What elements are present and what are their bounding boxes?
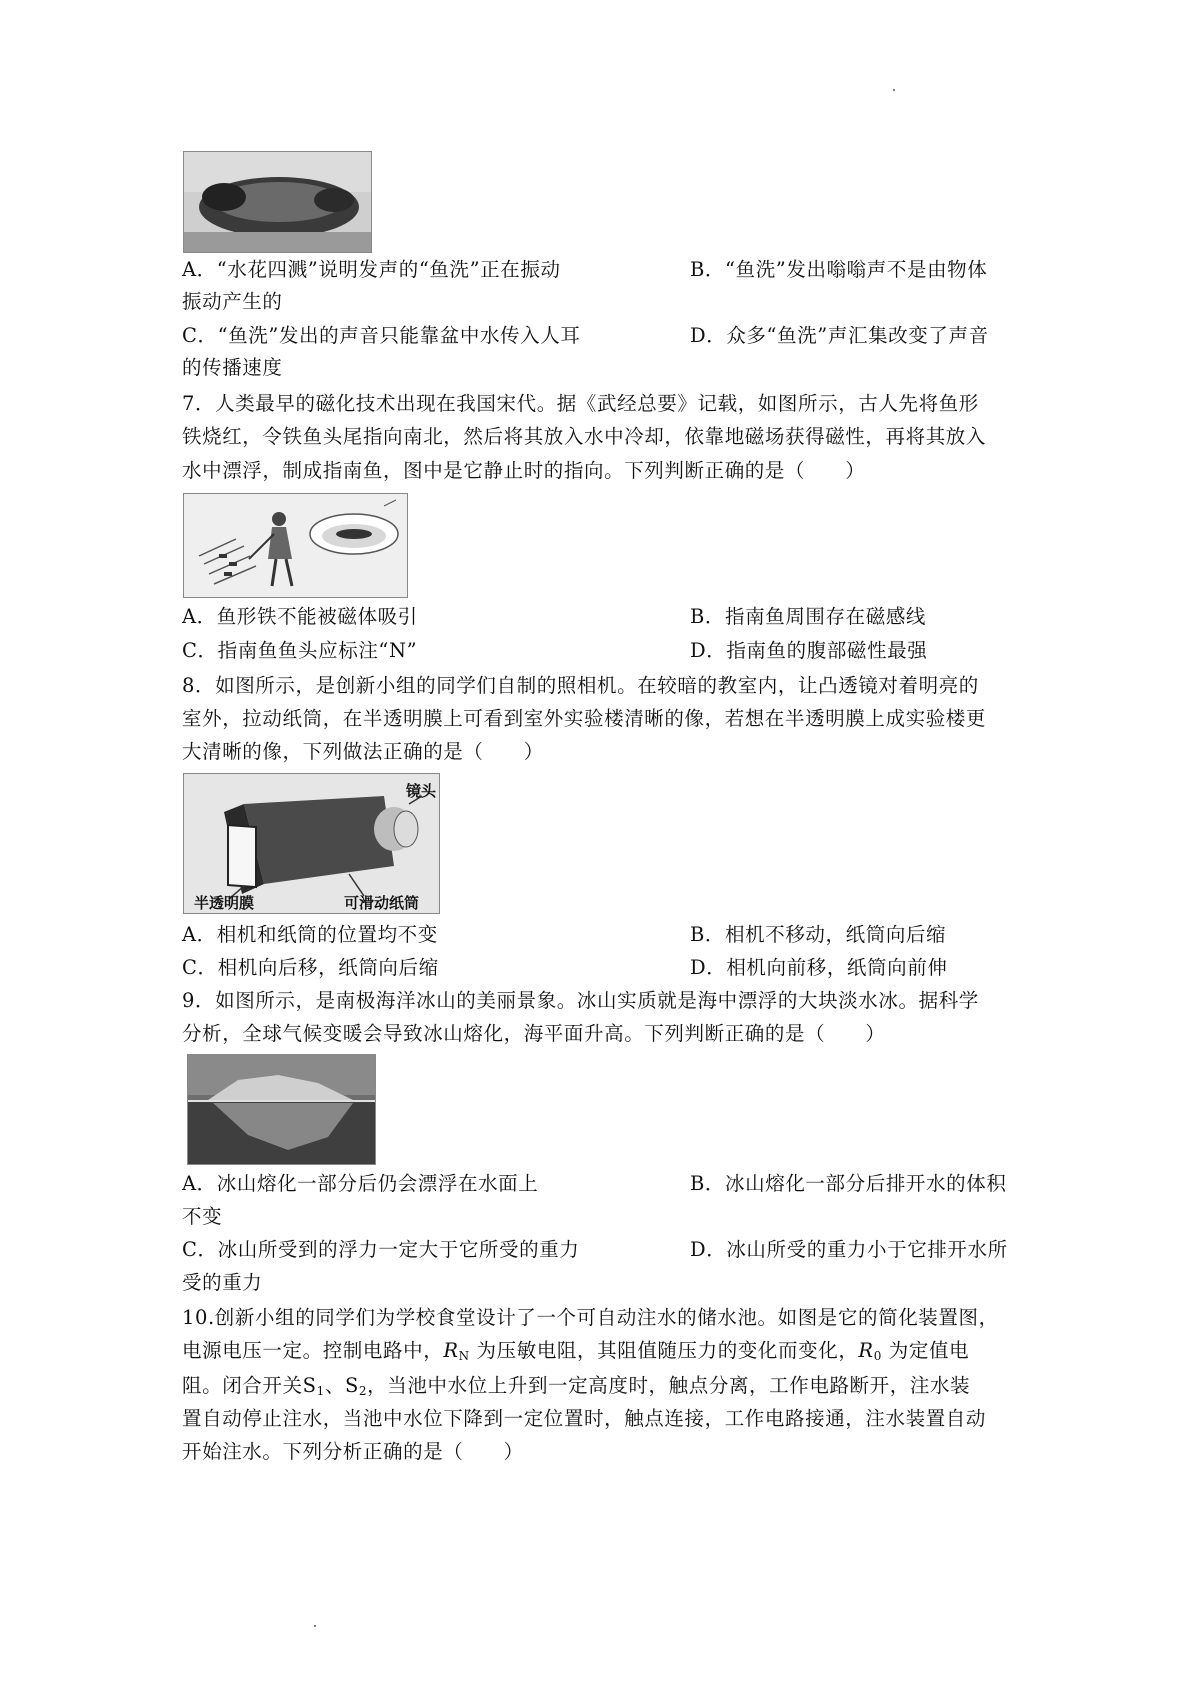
switch-separator: 、 — [324, 1374, 345, 1397]
q10-line3-end: ，当池中水位上升到一定高度时，触点分离，工作电路断开，注水装 — [367, 1374, 971, 1397]
q7-stem-line-1: 7．人类最早的磁化技术出现在我国宋代。据《武经总要》记载，如图所示，古人先将鱼形 — [182, 392, 979, 415]
q9-option-a: A．冰山熔化一部分后仍会漂浮在水面上 — [182, 1172, 539, 1195]
q8-option-c: C．相机向后移，纸筒向后缩 — [182, 956, 439, 979]
q7-option-d: D．指南鱼的腹部磁性最强 — [690, 639, 928, 662]
rn-symbol: R — [443, 1339, 459, 1362]
s1-subscript: 1 — [316, 1384, 325, 1398]
q9-stem-line-1: 9．如图所示，是南极海洋冰山的美丽景象。冰山实质就是海中漂浮的大块淡水冰。据科学 — [182, 989, 979, 1012]
fish-basin-photo — [183, 151, 372, 253]
q10-stem-line-4: 置自动停止注水，当池中水位下降到一定位置时，触点连接，工作电路接通，注水装置自动 — [182, 1407, 987, 1430]
q9-option-d: D．冰山所受的重力小于它排开水所 — [690, 1238, 1008, 1261]
q7-option-a: A．鱼形铁不能被磁体吸引 — [182, 605, 418, 628]
q10-line3-start: 阻。闭合开关 — [182, 1374, 303, 1397]
q6-option-b: B．“鱼洗”发出嗡嗡声不是由物体 — [690, 258, 988, 281]
q9-option-b: B．冰山熔化一部分后排开水的体积 — [690, 1172, 1007, 1195]
q6-option-d: D．众多“鱼洗”声汇集改变了声音 — [690, 324, 989, 347]
tube-label: 可滑动纸筒 — [344, 894, 420, 912]
q8-option-b: B．相机不移动，纸筒向后缩 — [690, 923, 947, 946]
s2-symbol: S — [344, 1374, 359, 1397]
q8-stem-line-1: 8．如图所示，是创新小组的同学们自制的照相机。在较暗的教室内，让凸透镜对着明亮的 — [182, 674, 979, 697]
q6-option-c: C．“鱼洗”发出的声音只能靠盆中水传入人耳 — [182, 324, 581, 347]
q7-option-c: C．指南鱼鱼头应标注“N” — [182, 639, 418, 662]
q10-stem-line-2 — [182, 1336, 969, 1371]
q9-option-d-continued: 受的重力 — [182, 1271, 263, 1294]
q6-option-b-continued: 振动产生的 — [182, 290, 283, 313]
r0-subscript: 0 — [873, 1349, 882, 1363]
iceberg-image — [188, 1055, 375, 1164]
q9-option-c: C．冰山所受到的浮力一定大于它所受的重力 — [182, 1238, 580, 1261]
homemade-camera-figure — [183, 773, 440, 914]
r0-symbol: R — [858, 1339, 874, 1362]
homemade-camera-image — [184, 774, 439, 913]
q8-option-a: A．相机和纸筒的位置均不变 — [182, 923, 438, 946]
q7-stem-line-3: 水中漂浮，制成指南鱼，图中是它静止时的指向。下列判断正确的是（ ） — [182, 459, 866, 482]
q10-line2-end: 为定值电 — [881, 1339, 970, 1362]
q7-option-b: B．指南鱼周围存在磁感线 — [690, 605, 927, 628]
q6-option-a: A．“水花四溅”说明发声的“鱼洗”正在振动 — [182, 258, 561, 281]
q8-stem-line-3: 大清晰的像，下列做法正确的是（ ） — [182, 740, 544, 763]
q7-stem-line-2: 铁烧红，令铁鱼头尾指向南北，然后将其放入水中冷却，依靠地磁场获得磁性，再将其放入 — [182, 425, 987, 448]
s1-symbol: S — [302, 1374, 317, 1397]
q8-option-d: D．相机向前移，纸筒向前伸 — [690, 956, 948, 979]
q6-option-d-continued: 的传播速度 — [182, 356, 283, 379]
q10-stem-line-3 — [182, 1371, 970, 1406]
s2-subscript: 2 — [358, 1384, 368, 1398]
south-pointing-fish-image — [184, 494, 407, 597]
q9-option-b-continued: 不变 — [182, 1205, 223, 1228]
scan-speck — [314, 1625, 316, 1627]
rn-subscript: N — [458, 1349, 470, 1363]
lens-label: 镜头 — [406, 782, 437, 800]
film-label: 半透明膜 — [194, 894, 255, 912]
q10-line2-start: 电源电压一定。控制电路中， — [182, 1339, 444, 1362]
q10-line2-mid: 为压敏电阻，其阻值随压力的变化而变化， — [469, 1339, 859, 1362]
south-pointing-fish-figure — [183, 493, 408, 598]
q10-stem-line-5: 开始注水。下列分析正确的是（ ） — [182, 1440, 524, 1463]
q9-stem-line-2: 分析，全球气候变暖会导致冰山熔化，海平面升高。下列判断正确的是（ ） — [182, 1022, 886, 1045]
scan-speck — [893, 89, 895, 91]
q10-stem-line-1: 10.创新小组的同学们为学校食堂设计了一个可自动注水的储水池。如图是它的简化装置图， — [182, 1306, 999, 1329]
fish-basin-image — [184, 152, 371, 252]
iceberg-photo — [187, 1054, 376, 1165]
q8-stem-line-2: 室外，拉动纸筒，在半透明膜上可看到室外实验楼清晰的像，若想在半透明膜上成实验楼更 — [182, 707, 987, 730]
